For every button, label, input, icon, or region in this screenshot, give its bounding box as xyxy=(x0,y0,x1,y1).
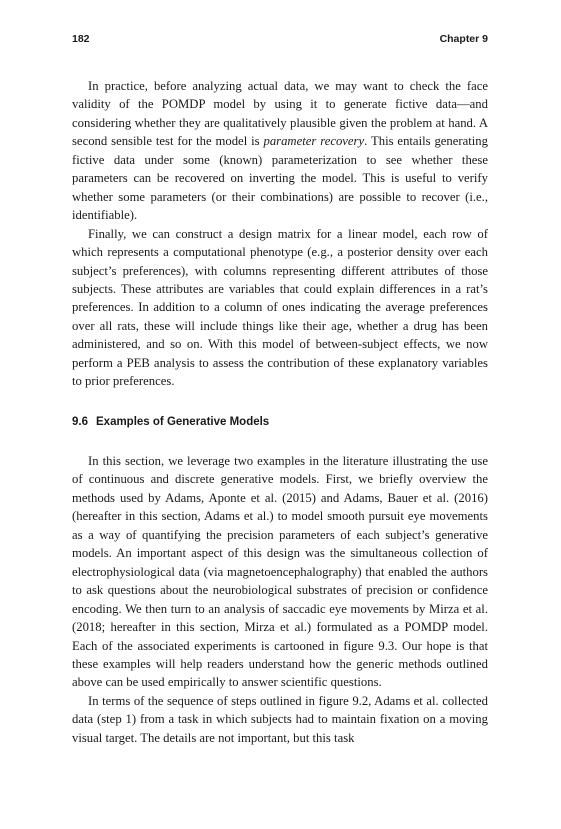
chapter-label: Chapter 9 xyxy=(439,33,488,45)
page-number: 182 xyxy=(72,33,90,45)
text-run: Finally, we can construct a design matrix for a linear model, each row of which represents a computational phenotype (e.g., a posterior density over each subject’s preferences), with columns representing different attributes of those subjects. These attributes are variables that could explain differences in a rat’s preferences. In addition to a column of ones indicating the average preferences over all rats, these will include things like their age, whether a drug has been administered, and so on. With this model of between-subject effects, we now perform a PEB analysis to assess the contribution of these explanatory variables to prior preferences. xyxy=(72,226,488,389)
body-text-after-section xyxy=(72,452,488,747)
body-text-before-section xyxy=(72,77,488,391)
paragraph-design-matrix xyxy=(72,225,488,391)
section-number: 9.6 xyxy=(72,416,88,428)
italic-term-parameter-recovery: parameter recovery xyxy=(263,134,365,149)
text-run: In this section, we leverage two examples in the literature illustrating the use of continuous and discrete generative models. First, we briefly overview the methods used by Adams, Aponte et al. (2015) and Adams, Bauer et al. (2016) (hereafter in this section, Adams et al.) to model smooth pursuit eye movements as a way of quantifying the precision parameters of each subject’s generative models. An important aspect of this design was the simultaneous collection of electrophysiological data (via magnetoencephalography) that enabled the authors to ask questions about the neurobiological substrates of precision or confidence encoding. We then turn to an analysis of saccadic eye movements by Mirza et al. (2018; hereafter in this section, Mirza et al.) formulated as a POMDP model. Each of the associated experiments is cartooned in figure 9.3. Our hope is that these examples will help readers understand how the generic methods outlined above can be used empirically to answer scientific questions. xyxy=(72,454,488,690)
running-header xyxy=(72,33,488,49)
text-run: . This entails generating fictive data under some (known) parameterization to see whether these parameters can be recovered on inverting the model. This is useful to verify whether some parameters (or their combinations) are possible to recover (i.e., identifiable). xyxy=(72,134,488,223)
paragraph-adams-steps xyxy=(72,692,488,747)
section-heading xyxy=(72,414,488,430)
section-title: Examples of Generative Models xyxy=(96,416,270,428)
paragraph-parameter-recovery xyxy=(72,77,488,225)
paragraph-examples-overview xyxy=(72,452,488,692)
text-run: In practice, before analyzing actual data, we may want to check the face validity of the POMDP model by using it to generate fictive data—and considering whether they are qualitatively plausible given the problem at hand. A second sensible test for the model is xyxy=(72,79,488,149)
text-run: In terms of the sequence of steps outlined in figure 9.2, Adams et al. collected data (step 1) from a task in which subjects had to maintain fixation on a moving visual target. The details are not important, but this task xyxy=(72,693,488,745)
